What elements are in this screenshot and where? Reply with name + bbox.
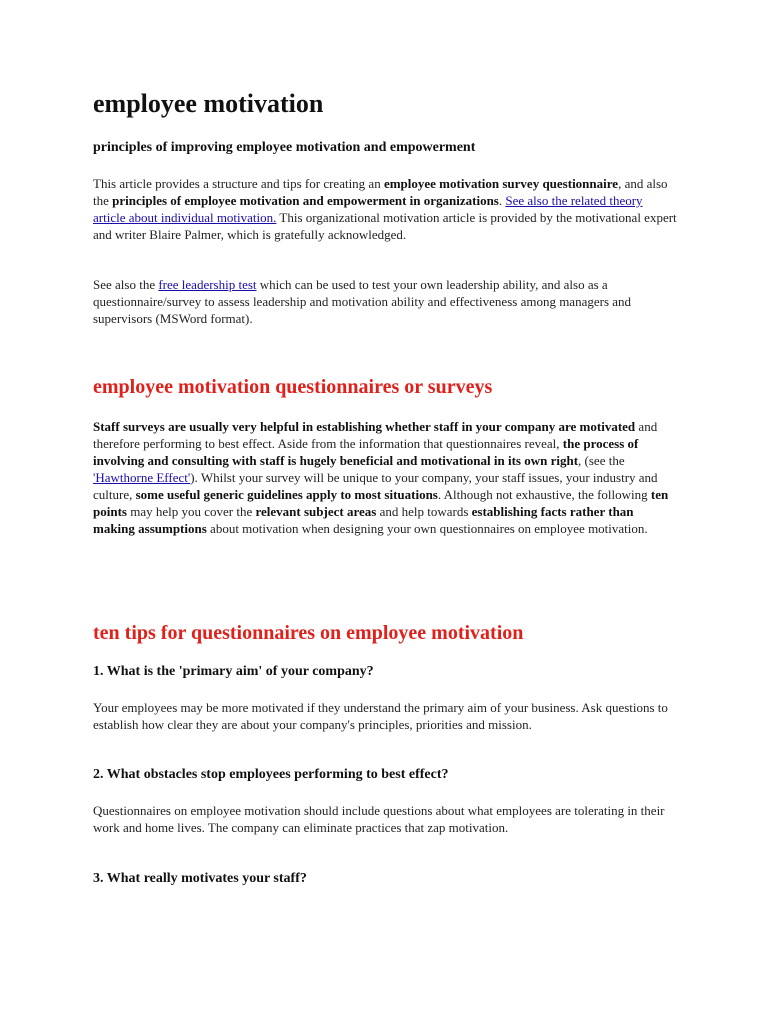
page-subtitle: principles of improving employee motivation and empowerment xyxy=(93,140,476,155)
surveys-bold-1: Staff surveys are usually very helpful in establishing whether staff in your company are motivated xyxy=(93,419,636,434)
surveys-bold-3: some useful generic guidelines apply to most situations xyxy=(135,487,438,502)
intro-text-3: . xyxy=(498,193,506,208)
surveys-text-3: ). Whilst your survey will be unique to your company, your staff issues, your industry and culture, xyxy=(93,470,658,502)
intro-text-2: , and also the xyxy=(93,176,668,208)
surveys-text-2: , (see the xyxy=(578,453,625,468)
page-title: employee motivation xyxy=(93,89,324,118)
leadership-text-1: See also the xyxy=(93,277,159,292)
intro-paragraph xyxy=(93,175,678,243)
tip-body-1: Your employees may be more motivated if they understand the primary aim of your business. Ask questions to establish how clear they are about your company's principles, priorities and mission. xyxy=(93,700,668,732)
intro-text-4: This organizational motivation article is provided by the motivational expert and writer Blaire Palmer, which is gratefully acknowledged. xyxy=(93,210,677,242)
tip-heading-3: 3. What really motivates your staff? xyxy=(93,871,307,886)
section-heading-ten-tips: ten tips for questionnaires on employee motivation xyxy=(93,622,524,644)
surveys-bold-6: establishing facts rather than making assumptions xyxy=(93,504,634,536)
tip-heading-1: 1. What is the 'primary aim' of your company? xyxy=(93,664,374,679)
intro-bold-2: principles of employee motivation and empowerment in organizations xyxy=(112,193,499,208)
surveys-bold-2: the process of involving and consulting with staff is hugely beneficial and motivational in its own right xyxy=(93,436,639,468)
surveys-text-4: . Although not exhaustive, the following xyxy=(437,487,651,502)
free-leadership-test-link[interactable]: free leadership test xyxy=(158,277,257,292)
intro-bold-1: employee motivation survey questionnaire xyxy=(383,176,619,191)
surveys-text-5: may help you cover the xyxy=(126,504,256,519)
leadership-text-2: which can be used to test your own leadership ability, and also as a questionnaire/survey to assess leadership and motivation ability and effectiveness among managers and supervisors (MSWord format). xyxy=(93,277,632,326)
leadership-paragraph xyxy=(93,276,678,327)
surveys-bold-5: relevant subject areas xyxy=(255,504,377,519)
surveys-text-1: and therefore performing to best effect. Aside from the information that questionnaires reveal, xyxy=(93,419,658,451)
hawthorne-effect-link[interactable]: 'Hawthorne Effect' xyxy=(93,470,191,485)
tip-heading-2: 2. What obstacles stop employees performing to best effect? xyxy=(93,767,449,782)
surveys-paragraph xyxy=(93,418,678,537)
surveys-text-7: about motivation when designing your own questionnaires on employee motivation. xyxy=(206,521,648,536)
surveys-text-6: and help towards xyxy=(376,504,472,519)
intro-text-1: This article provides a structure and tips for creating an xyxy=(93,176,384,191)
section-heading-surveys: employee motivation questionnaires or surveys xyxy=(93,376,493,398)
related-theory-link[interactable]: See also the related theory article about individual motivation. xyxy=(93,193,643,225)
tip-body-2: Questionnaires on employee motivation should include questions about what employees are tolerating in their work and home lives. The company can eliminate practices that zap motivation. xyxy=(93,803,665,835)
surveys-bold-4: ten points xyxy=(93,487,669,519)
